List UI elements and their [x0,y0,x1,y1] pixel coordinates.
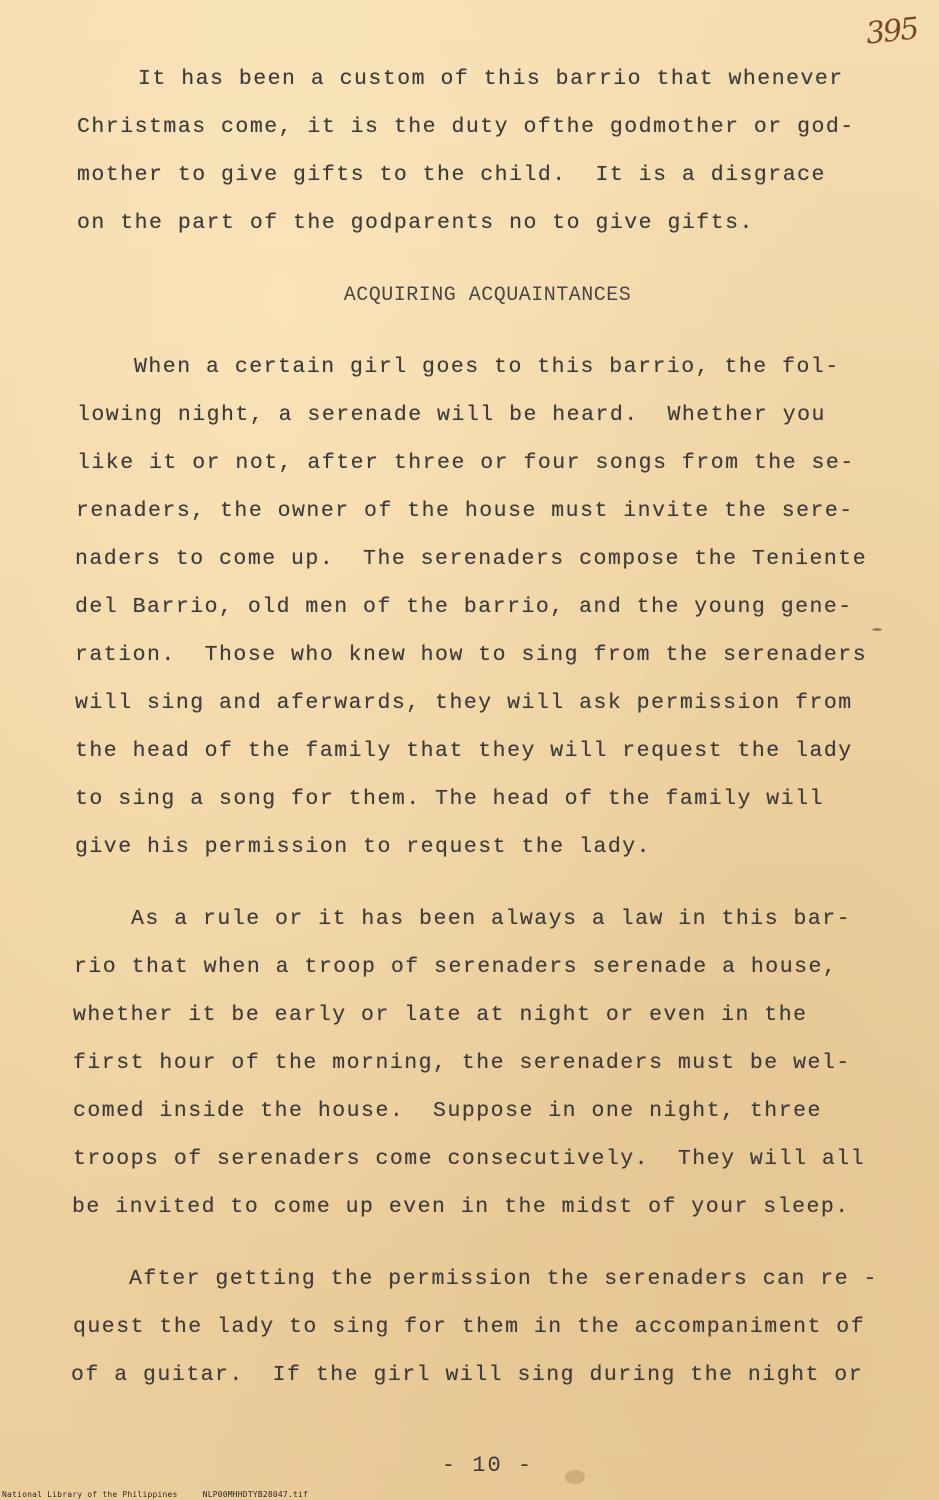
paragraph-2-line: lowing night, a serenade will be heard. Whether you [77,403,826,427]
paragraph-2-line: When a certain girl goes to this barrio, the fol- [134,355,840,379]
paragraph-2-line: give his permission to request the lady. [75,835,652,859]
section-heading: ACQUIRING ACQUAINTANCES [343,284,632,307]
paragraph-2-line: like it or not, after three or four songs from the se- [77,451,855,475]
paragraph-2-line: the head of the family that they will request the lady [75,739,853,763]
paragraph-4-line: After getting the permission the serenaders can re - [129,1267,878,1291]
paragraph-2-line: naders to come up. The serenaders compose the Teniente [75,547,868,571]
paragraph-3-line: As a rule or it has been always a law in this bar- [131,907,852,931]
ink-smudge [565,1470,585,1484]
paragraph-1-line: Christmas come, it is the duty ofthe godmother or god- [77,115,855,139]
paragraph-3-line: rio that when a troop of serenaders serenade a house, [74,955,838,979]
paragraph-1-line: It has been a custom of this barrio that whenever [138,67,844,91]
page-number: - 10 - [441,1453,534,1478]
paragraph-2-line: will sing and aferwards, they will ask permission from [75,691,853,715]
paragraph-2-line: renaders, the owner of the house must invite the sere- [76,499,854,523]
handwritten-page-mark: 395 [864,11,919,52]
library-name: National Library of the Philippines [2,1490,178,1499]
paragraph-3-line: whether it be early or late at night or even in the [73,1003,808,1027]
paragraph-2-line: to sing a song for them. The head of the family will [75,787,824,811]
file-id: NLP00MHHDTYB28047.tif [202,1490,309,1499]
archive-footer [2,1490,308,1499]
paragraph-4-line: of a guitar. If the girl will sing during the night or [71,1363,864,1387]
paragraph-3-line: be invited to come up even in the midst of your sleep. [72,1195,850,1219]
paragraph-1-line: mother to give gifts to the child. It is a disgrace [77,163,826,187]
paragraph-4-line: quest the lady to sing for them in the accompaniment of [73,1315,866,1339]
paragraph-3-line: troops of serenaders come consecutively. They will all [73,1147,866,1171]
paragraph-3-line: comed inside the house. Suppose in one night, three [73,1099,822,1123]
paragraph-2-line: ration. Those who knew how to sing from the serenaders [75,643,868,667]
paragraph-1-line: on the part of the godparents no to give gifts. [77,211,754,235]
paragraph-2-line: del Barrio, old men of the barrio, and the young gene- [75,595,853,619]
paragraph-3-line: first hour of the morning, the serenaders must be wel- [73,1051,851,1075]
ink-smudge [872,628,882,631]
